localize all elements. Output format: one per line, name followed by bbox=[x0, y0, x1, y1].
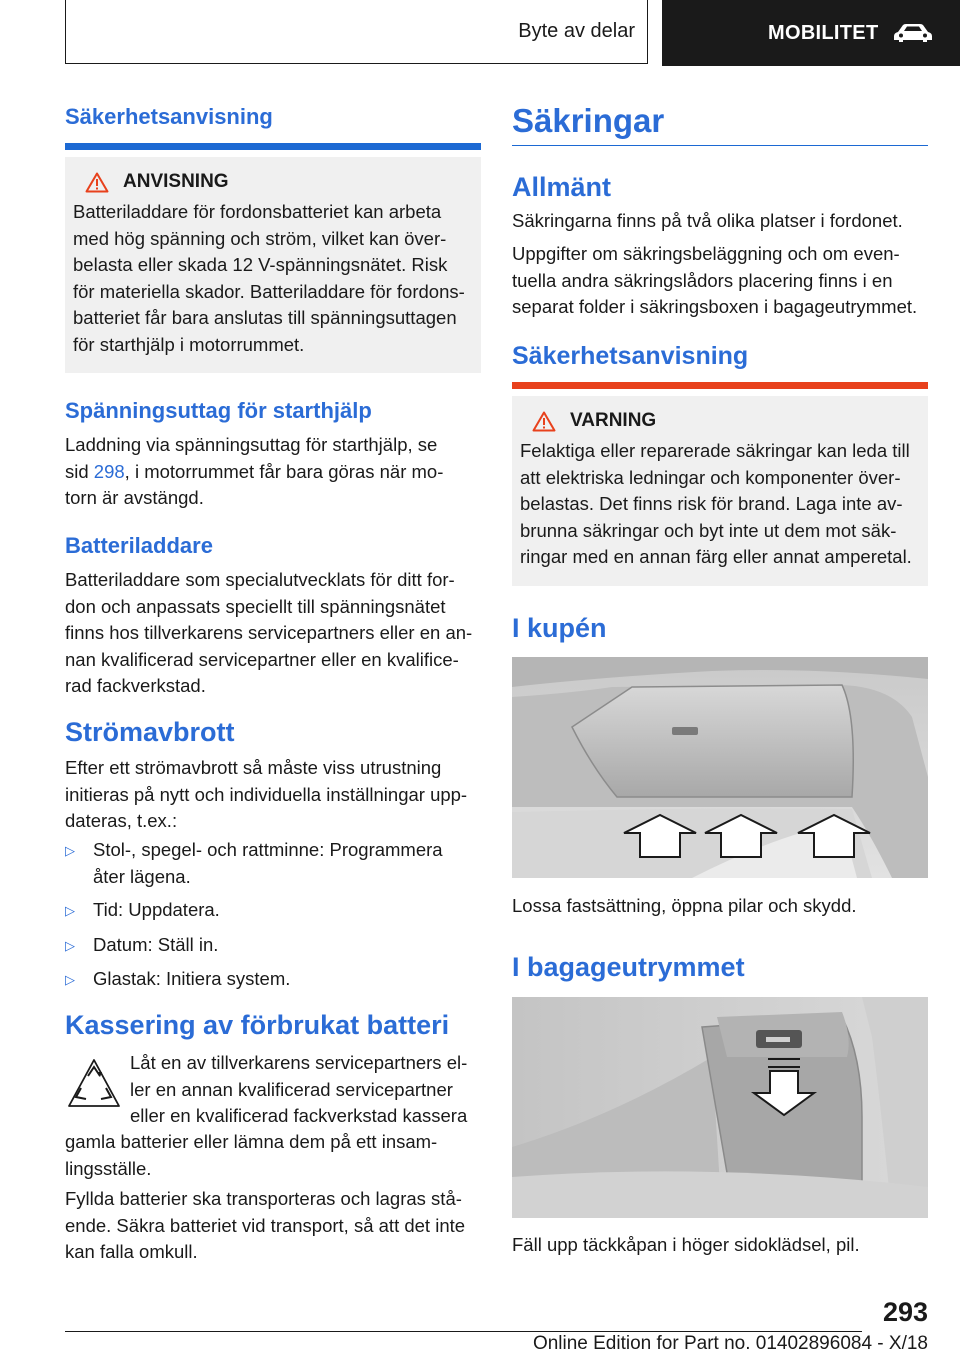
warning-text: Felaktiga eller reparerade säkringar kan leda till att elektriska ledningar och komponenter över- belastas. Det finns risk för brand. Laga inte av- brunna säkringar och byt inte ut dem mot säk- ringar med en annan färg eller annat amperetal. bbox=[520, 440, 912, 567]
warning-box bbox=[512, 396, 928, 586]
title-rule bbox=[512, 145, 928, 146]
page-title: Säkringar bbox=[512, 102, 665, 139]
notice-title bbox=[85, 171, 473, 193]
safety-heading-left: Säkerhetsanvisning bbox=[65, 104, 273, 129]
page-number: 293 bbox=[882, 1297, 928, 1327]
disposal-text: gamla batterier eller lämna dem på ett insam- lingsställe. bbox=[65, 1131, 438, 1179]
charger-heading: Batteriladdare bbox=[65, 533, 213, 558]
cabin-caption: Lossa fastsättning, öppna pilar och skydd. bbox=[512, 895, 857, 916]
recycling-icon bbox=[67, 1058, 121, 1110]
disposal-wrapped-text: Låt en av tillverkarens servicepartners el- ler en annan kvalificerad servicepartner eller en kvalificerad fackverkstad kassera bbox=[130, 1052, 468, 1126]
list-item: ▷ Stol-, spegel- och rattminne: Programmera åter lägena. bbox=[65, 837, 481, 890]
triangle-bullet-icon: ▷ bbox=[65, 903, 75, 918]
power-failure-text: Efter ett strömavbrott så måste viss utrustning initieras på nytt och individuella inställningar upp- dateras, t.ex.: bbox=[65, 757, 468, 831]
warning-rule bbox=[512, 382, 928, 389]
section-title: Byte av delar bbox=[518, 20, 635, 42]
warning-triangle-icon bbox=[532, 411, 556, 432]
jump-start-text: Laddning via spänningsuttag för starthjälp, se sid 298, i motorrummet får bara göras när mo- torn är avstängd. bbox=[65, 434, 444, 508]
section-tab bbox=[65, 0, 648, 64]
page-link[interactable]: 298 bbox=[93, 460, 125, 482]
cabin-heading: I kupén bbox=[512, 613, 607, 643]
list-item: ▷ Datum: Ställ in. bbox=[65, 932, 481, 960]
warning-title bbox=[532, 410, 920, 432]
warning-label: VARNING bbox=[570, 410, 657, 431]
trunk-heading: I bagageutrymmet bbox=[512, 952, 745, 982]
bullet-list bbox=[65, 830, 481, 994]
heading-rule bbox=[65, 143, 481, 150]
warning-triangle-icon bbox=[85, 172, 109, 193]
cabin-fuse-photo bbox=[512, 657, 928, 878]
chapter-tab bbox=[662, 0, 960, 66]
notice-box bbox=[65, 157, 481, 373]
disposal-heading: Kassering av förbrukat batteri bbox=[65, 1010, 450, 1040]
trunk-fuse-photo bbox=[512, 997, 928, 1218]
general-heading: Allmänt bbox=[512, 172, 612, 202]
transport-text: Fyllda batterier ska transporteras och lagras stå- ende. Säkra batteriet vid transport, så att det inte kan falla omkull. bbox=[65, 1188, 466, 1262]
car-icon bbox=[892, 22, 934, 44]
general-details: Uppgifter om säkringsbeläggning och om even- tuella andra säkringslådors placering finns i en separat folder i säkringsboxen i bagageutrymmet. bbox=[512, 243, 918, 317]
charger-text: Batteriladdare som specialutvecklats för ditt for- don och anpassats speciellt till spänningsnätet finns hos tillverkarens servicepartners eller en an- nan kvalificerad servicepartner eller en kvalifice- rad fackverkstad. bbox=[65, 569, 473, 696]
triangle-bullet-icon: ▷ bbox=[65, 937, 75, 953]
notice-text: Batteriladdare för fordonsbatteriet kan arbeta med hög spänning och ström, vilket kan över- belasta eller skada 12 V-spänningsnätet. Risk för materiella skador. Batteriladdare för fordons- batteriet får bara anslutas till spänningsuttagen för starthjälp i motorrummet. bbox=[73, 201, 465, 355]
edition-text: Online Edition for Part no. 01402896084 - X/18 bbox=[532, 1333, 928, 1354]
safety-heading-right: Säkerhetsanvisning bbox=[512, 342, 749, 370]
general-text: Säkringarna finns på två olika platser i fordonet. bbox=[512, 210, 903, 231]
jump-start-heading: Spänningsuttag för starthjälp bbox=[65, 398, 372, 423]
footer-rule bbox=[65, 1331, 862, 1332]
triangle-bullet-icon: ▷ bbox=[65, 972, 75, 987]
chapter-title: MOBILITET bbox=[768, 21, 879, 44]
notice-label: ANVISNING bbox=[123, 171, 229, 192]
trunk-caption: Fäll upp täckkåpan i höger sidoklädsel, pil. bbox=[512, 1234, 860, 1255]
power-failure-heading: Strömavbrott bbox=[65, 717, 235, 747]
list-item: ▷ Glastak: Initiera system. bbox=[65, 966, 481, 994]
triangle-bullet-icon: ▷ bbox=[65, 843, 75, 858]
list-item: ▷ Tid: Uppdatera. bbox=[65, 897, 481, 925]
